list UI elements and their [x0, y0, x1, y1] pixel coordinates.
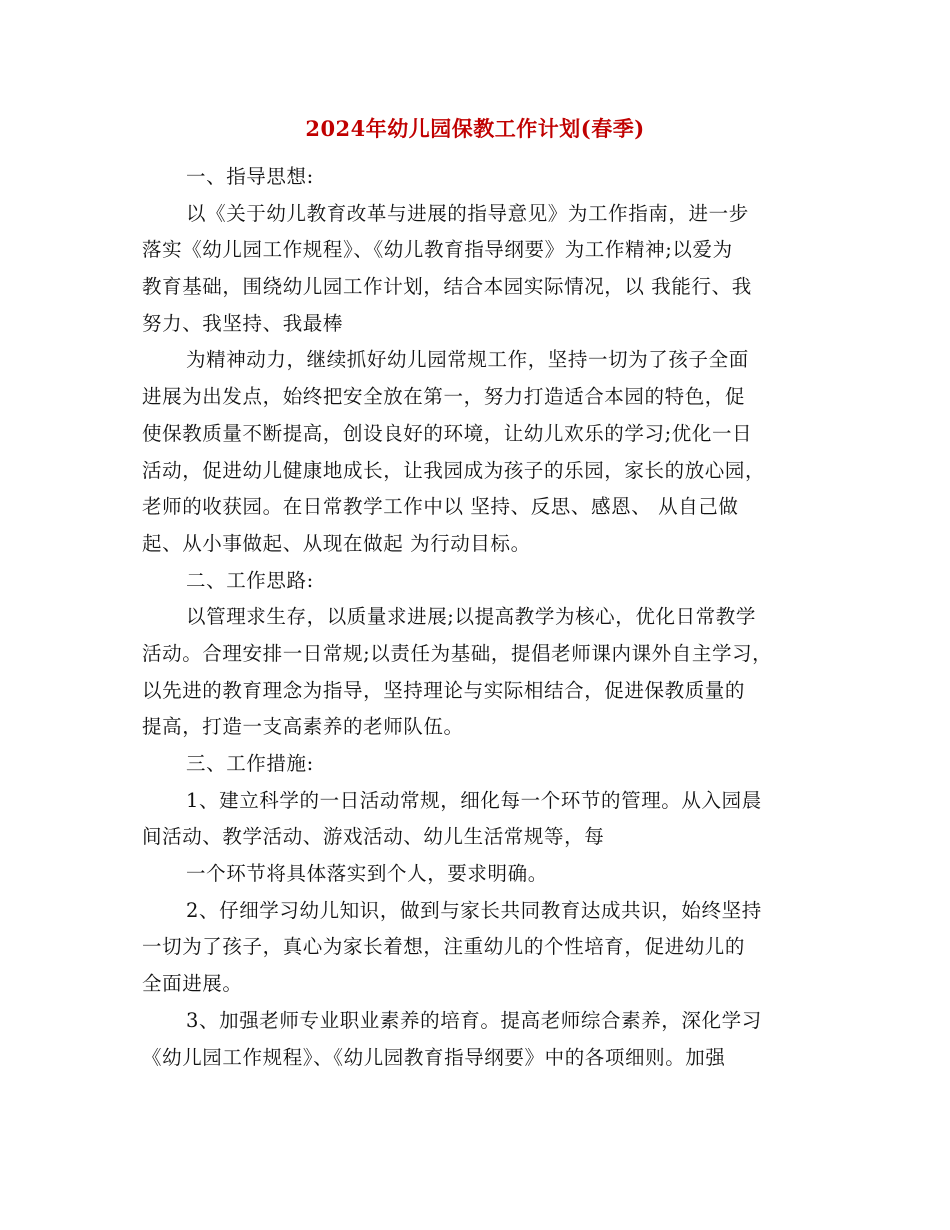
paragraph-line: 进展为出发点，始终把安全放在第一，努力打造适合本园的特色，促 [142, 385, 746, 409]
paragraph-line: 一切为了孩子，真心为家长着想，注重幼儿的个性培育，促进幼儿的 [142, 935, 746, 959]
paragraph-line: 一个环节将具体落实到个人，要求明确。 [186, 862, 548, 886]
paragraph-line: 以先进的教育理念为指导，坚持理论与实际相结合，促进保教质量的 [142, 678, 746, 702]
document-body [142, 159, 822, 1076]
paragraph-line: 使保教质量不断提高，创设良好的环境，让幼儿欢乐的学习;优化一日 [142, 421, 753, 445]
paragraph-line: 活动，促进幼儿健康地成长，让我园成为孩子的乐园，家长的放心园， [142, 458, 766, 482]
paragraph-line: 提高，打造一支高素养的老师队伍。 [142, 715, 464, 739]
paragraph-line: 以《关于幼儿教育改革与进展的指导意见》为工作指南，进一步 [186, 201, 749, 225]
paragraph-line: 以管理求生存，以质量求进展;以提高教学为核心，优化日常教学 [186, 605, 756, 629]
paragraph-line: 活动。合理安排一日常规;以责任为基础，提倡老师课内课外自主学习， [142, 641, 773, 665]
paragraph-line: 努力、我坚持、我最棒 [142, 311, 344, 335]
paragraph-line: 1、建立科学的一日活动常规，细化每一个环节的管理。从入园晨 [186, 788, 762, 812]
paragraph-line: 一、指导思想: [186, 165, 314, 188]
paragraph-line: 落实《幼儿园工作规程》、《幼儿教育指导纲要》为工作精神;以爱为 [142, 238, 733, 262]
paragraph-line: 3、加强老师专业职业素养的培育。提高老师综合素养，深化学习 [186, 1008, 762, 1032]
paragraph-line: 起、从小事做起、从现在做起 为行动目标。 [142, 531, 531, 555]
paragraph-line: 间活动、教学活动、游戏活动、幼儿生活常规等，每 [142, 825, 605, 849]
paragraph-line: 老师的收获园。在日常教学工作中以 坚持、反思、感恩、 从自己做 [142, 495, 739, 519]
paragraph-line: 全面进展。 [142, 972, 243, 996]
paragraph-line: 教育基础，围绕幼儿园工作计划，结合本园实际情况，以 我能行、我 [142, 275, 752, 299]
paragraph-line: 2、仔细学习幼儿知识，做到与家长共同教育达成共识，始终坚持 [186, 898, 762, 922]
paragraph-line: 二、工作思路: [186, 568, 314, 592]
paragraph-line: 三、工作措施: [186, 752, 314, 775]
paragraph-line: 为精神动力，继续抓好幼儿园常规工作，坚持一切为了孩子全面 [186, 348, 749, 372]
document-title: 2024年幼儿园保教工作计划(春季) [305, 116, 645, 141]
paragraph-line: 《幼儿园工作规程》、《幼儿园教育指导纲要》中的各项细则。加强 [142, 1045, 726, 1069]
